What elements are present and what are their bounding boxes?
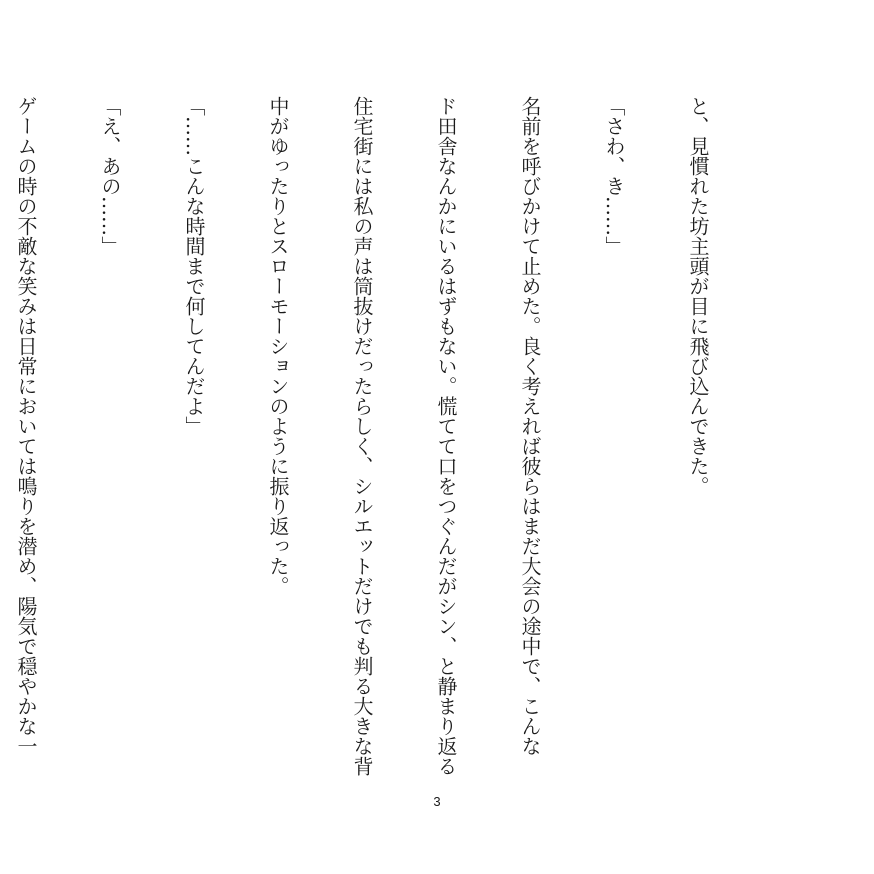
text-line: 「え、あの……」 bbox=[98, 96, 122, 256]
text-line: ゲームの時の不敵な笑みは日常においては鳴りを潜め、陽気で穏やかな一 bbox=[14, 96, 38, 756]
vertical-text-body bbox=[0, 96, 768, 776]
text-line: ド田舎なんかにいるはずもない。慌てて口をつぐんだがシン、と静まり返る bbox=[434, 96, 458, 776]
page-number: 3 bbox=[433, 794, 441, 809]
text-line: と、見慣れた坊主頭が目に飛び込んできた。 bbox=[686, 96, 710, 496]
text-line: 中がゆったりとスローモーションのように振り返った。 bbox=[266, 96, 290, 596]
text-line: 「さわ、き……」 bbox=[602, 96, 626, 256]
text-line: 「……こんな時間まで何してんだよ」 bbox=[182, 96, 206, 436]
text-line: 住宅街には私の声は筒抜けだったらしく、シルエットだけでも判る大きな背 bbox=[350, 96, 374, 776]
text-line: 名前を呼びかけて止めた。良く考えれば彼らはまだ大会の途中で、こんな bbox=[518, 96, 542, 756]
